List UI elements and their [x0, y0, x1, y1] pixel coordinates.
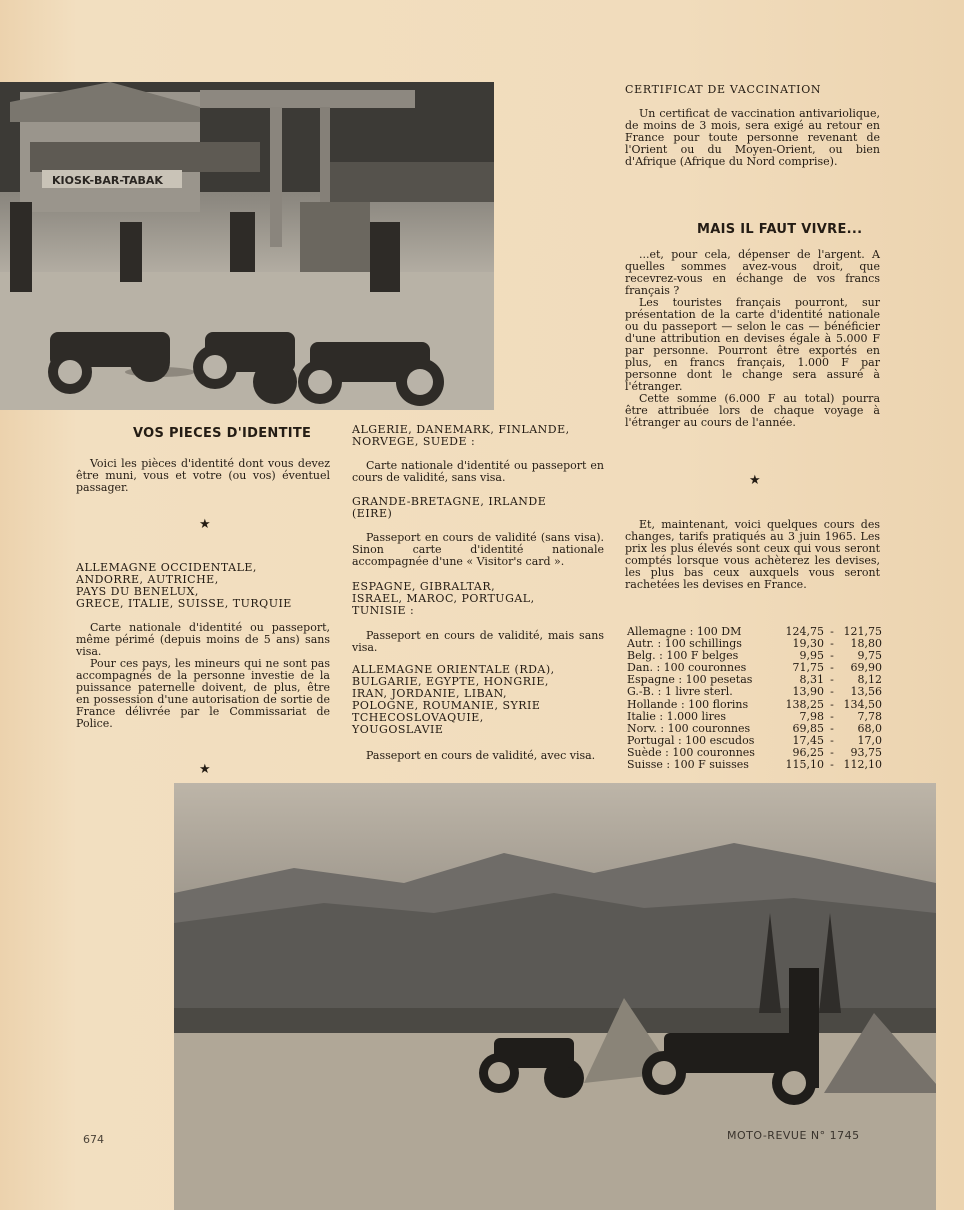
rate-sell: 8,12 [857, 673, 882, 687]
money-paragraph-3: Cette somme (6.000 F au total) pourra être attribuée lors de chaque voyage à l'étranger au cours de l'année. [625, 392, 880, 429]
rate-buy: 13,90 [792, 685, 824, 699]
rate-sell: 93,75 [850, 745, 882, 759]
countries-group-1-rule [76, 622, 330, 730]
money-paragraph-1: ...et, pour cela, dépenser de l'argent. A quelles sommes avez-vous droit, que recevrez-vous en échange de vos francs français ? [625, 248, 880, 297]
rate-currency: Belg. : 100 F belges [627, 649, 739, 663]
rate-sell: 18,80 [850, 637, 882, 651]
photo-camping-mountains [174, 783, 936, 1210]
rate-separator: - [830, 733, 834, 747]
rate-sell: 9,75 [857, 649, 882, 663]
vaccination-text: Un certificat de vaccination antivariolique, de moins de 3 mois, sera exigé au retour en France pour toute personne revenant de l'Orient ou du Moyen-Orient, ou bien d'Afrique (Afrique du Nord comprise). [625, 107, 880, 168]
rate-currency: Norv. : 100 couronnes [627, 721, 751, 735]
rate-buy: 71,75 [792, 661, 824, 675]
rate-sell: 112,10 [843, 758, 882, 772]
rate-sell: 69,90 [850, 661, 882, 675]
rate-values [782, 711, 882, 723]
rate-separator: - [830, 745, 834, 759]
rate-currency: Italie : 1.000 lires [627, 709, 727, 723]
magazine-issue: MOTO-REVUE N° 1745 [727, 1129, 860, 1142]
rate-sell: 121,75 [843, 625, 882, 638]
kiosk-sign-text: KIOSK-BAR-TABAK [52, 174, 163, 187]
identity-heading: VOS PIECES D'IDENTITE [133, 426, 312, 441]
countries-group-4-rule: Passeport en cours de validité, mais sans visa. [352, 629, 604, 654]
vaccination-heading: CERTIFICAT DE VACCINATION [625, 83, 822, 96]
star-separator: ★ [749, 473, 761, 488]
rate-row [627, 759, 882, 771]
identity-intro: Voici les pièces d'identité dont vous devez être muni, vous et votre (ou vos) éventuel passager. [76, 457, 330, 494]
rate-currency: Dan. : 100 couronnes [627, 661, 747, 675]
rate-currency: Autr. : 100 schillings [627, 637, 742, 651]
rate-separator: - [830, 721, 834, 735]
page-number: 674 [83, 1133, 104, 1146]
rate-sell: 134,50 [843, 697, 882, 711]
countries-group-5-rule: Passeport en cours de validité, avec visa. [366, 749, 596, 762]
rate-separator: - [830, 661, 834, 675]
rate-values [782, 759, 882, 771]
rate-currency: Allemagne : 100 DM [627, 625, 742, 638]
star-separator: ★ [199, 762, 211, 777]
rate-separator: - [830, 758, 834, 772]
countries-group-5: ALLEMAGNE ORIENTALE (RDA), BULGARIE, EGYPTE, HONGRIE, IRAN, JORDANIE, LIBAN, POLOGNE, ROUMANIE, SYRIE TCHECOSLOVAQUIE, YOUGOSLAVIE [352, 663, 555, 736]
rate-buy: 138,25 [785, 697, 824, 711]
rate-buy: 8,31 [799, 673, 824, 687]
rate-row [627, 686, 882, 698]
rate-separator: - [830, 685, 834, 699]
countries-group-1: ALLEMAGNE OCCIDENTALE, ANDORRE, AUTRICHE, PAYS DU BENELUX, GRECE, ITALIE, SUISSE, TURQUIE [76, 561, 292, 610]
rate-buy: 17,45 [792, 733, 824, 747]
rate-row [627, 711, 882, 723]
countries-group-2: ALGERIE, DANEMARK, FINLANDE, NORVEGE, SUEDE : [352, 423, 570, 448]
rate-row [627, 699, 882, 711]
countries-group-3-rule: Passeport en cours de validité (sans visa). Sinon carte d'identité nationale accompagnée d'une « Visitor's card ». [352, 531, 604, 568]
rate-sell: 7,78 [857, 709, 882, 723]
rate-separator: - [830, 673, 834, 687]
countries-group-4: ESPAGNE, GIBRALTAR, ISRAEL, MAROC, PORTUGAL, TUNISIE : [352, 580, 535, 617]
minors-paragraph: Pour ces pays, les mineurs qui ne sont pas accompagnés de la personne investie de la puissance paternelle doivent, de plus, être en possession d'une autorisation de sortie de France délivrée par le Commissariat de Police. [76, 657, 330, 730]
countries-group-3: GRANDE-BRETAGNE, IRLANDE (EIRE) [352, 495, 547, 520]
money-paragraph-2: Les touristes français pourront, sur présentation de la carte d'identité nationale ou du passeport — selon le cas — bénéficier d'une attribution en devises égale à 5.000 F par personne. Pourront être exportés en plus, en francs français, 1.000 F par personne dont le change sera assuré à l'étranger. [625, 296, 880, 393]
rate-separator: - [830, 625, 834, 638]
rate-separator: - [830, 637, 834, 651]
money-heading: MAIS IL FAUT VIVRE... [697, 222, 863, 237]
rule-paragraph: Carte nationale d'identité ou passeport, même périmé (depuis moins de 5 ans) sans visa. [76, 621, 330, 658]
rate-currency: Suisse : 100 F suisses [627, 758, 749, 772]
rate-sell: 17,0 [857, 733, 882, 747]
rate-sell: 13,56 [850, 685, 882, 699]
rate-currency: Espagne : 100 pesetas [627, 673, 753, 687]
rate-separator: - [830, 697, 834, 711]
rate-buy: 115,10 [785, 758, 824, 772]
rate-buy: 69,85 [792, 721, 824, 735]
rate-currency: G.-B. : 1 livre sterl. [627, 685, 733, 699]
rate-buy: 124,75 [785, 625, 824, 638]
rates-intro: Et, maintenant, voici quelques cours des changes, tarifs pratiqués au 3 juin 1965. Les prix les plus élevés sont ceux qui vous seront comptés lorsque vous achèterez les devises, les plus bas ceux auxquels vous seront rachetées les devises en France. [625, 518, 880, 591]
rate-buy: 7,98 [799, 709, 824, 723]
star-separator: ★ [199, 517, 211, 532]
exchange-rates-table [627, 626, 882, 771]
rate-currency: Portugal : 100 escudos [627, 733, 755, 747]
rate-values [782, 699, 882, 711]
rate-buy: 96,25 [792, 745, 824, 759]
rate-separator: - [830, 649, 834, 663]
rate-sell: 68,0 [857, 721, 882, 735]
rate-separator: - [830, 709, 834, 723]
rate-currency: Hollande : 100 florins [627, 697, 749, 711]
photo-motorcycles-kiosk [0, 82, 494, 410]
rate-buy: 19,30 [792, 637, 824, 651]
rate-buy: 9,95 [799, 649, 824, 663]
money-section [625, 249, 880, 429]
countries-group-2-rule: Carte nationale d'identité ou passeport en cours de validité, sans visa. [352, 459, 604, 484]
rate-currency: Suède : 100 couronnes [627, 745, 755, 759]
rate-values [782, 686, 882, 698]
